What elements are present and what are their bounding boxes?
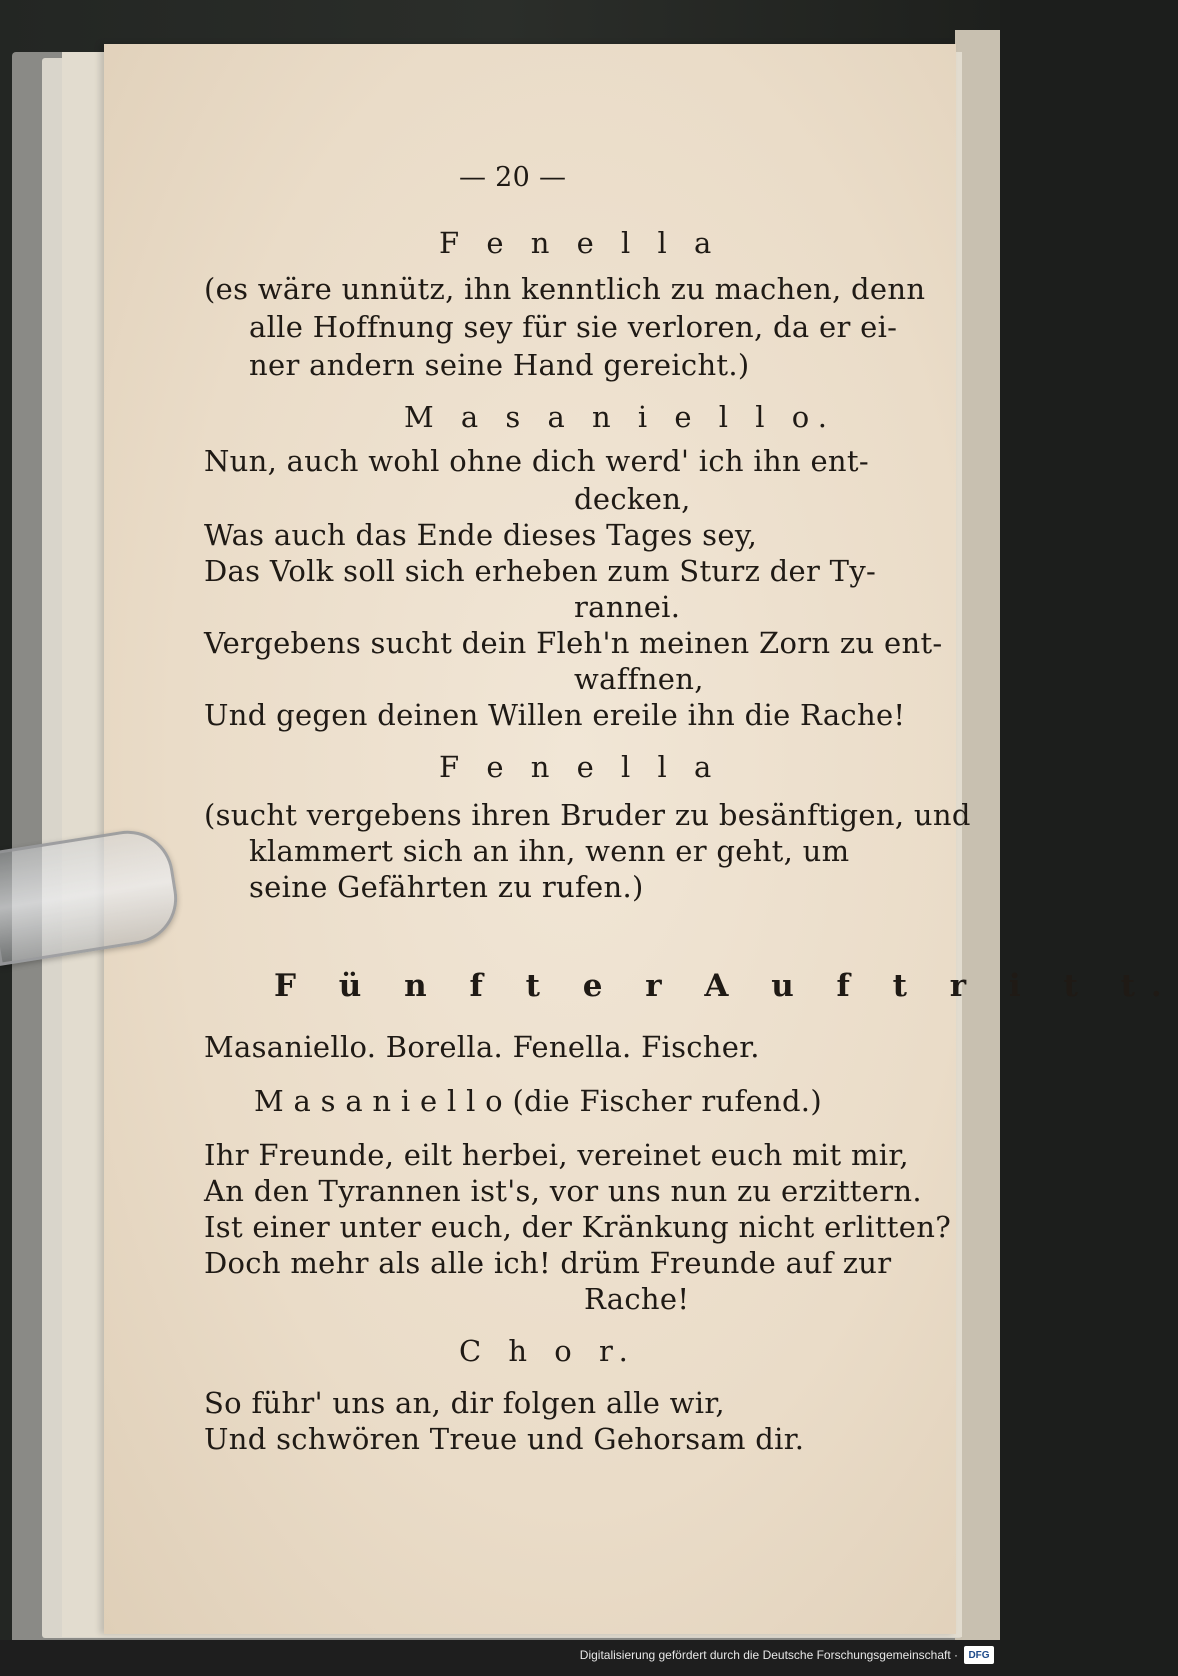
text-line: Masaniello. Borella. Fenella. Fischer. — [204, 1030, 760, 1064]
text-line: M a s a n i e l l o. — [404, 400, 836, 434]
text-line: Was auch das Ende dieses Tages sey, — [204, 518, 758, 552]
text-line: rannei. — [574, 590, 681, 624]
text-line: Vergebens sucht dein Fleh'n meinen Zorn zu ent- — [204, 626, 943, 660]
text-line: alle Hoffnung sey für sie verloren, da er ei- — [249, 310, 898, 344]
text-line: Ihr Freunde, eilt herbei, vereinet euch mit mir, — [204, 1138, 909, 1172]
text-line: decken, — [574, 482, 691, 516]
text-line: seine Gefährten zu rufen.) — [249, 870, 644, 904]
text-line: C h o r. — [459, 1334, 637, 1368]
text-line: Das Volk soll sich erheben zum Sturz der Ty- — [204, 554, 877, 588]
text-line: Und schwören Treue und Gehorsam dir. — [204, 1422, 805, 1456]
text-line: Doch mehr als alle ich! drüm Freunde auf zur — [204, 1246, 892, 1280]
text-line: Und gegen deinen Willen ereile ihn die Rache! — [204, 698, 906, 732]
text-line: An den Tyrannen ist's, vor uns nun zu erzittern. — [204, 1174, 922, 1208]
text-line: Rache! — [584, 1282, 690, 1316]
dfg-logo: DFG — [964, 1646, 994, 1664]
page-number: — 20 — — [459, 162, 567, 193]
footer-bar — [0, 1640, 1000, 1676]
footer-credit: Digitalisierung gefördert durch die Deutsche Forschungsgemeinschaft · — [579, 1648, 958, 1662]
text-line: ner andern seine Hand gereicht.) — [249, 348, 750, 382]
text-line: klammert sich an ihn, wenn er geht, um — [249, 834, 850, 868]
text-line: F ü n f t e r A u f t r i t t. — [274, 968, 1178, 1004]
text-line: (sucht vergebens ihren Bruder zu besänftigen, und — [204, 798, 971, 832]
text-line: (es wäre unnütz, ihn kenntlich zu machen, denn — [204, 272, 926, 306]
text-line: Ist einer unter euch, der Kränkung nicht erlitten? — [204, 1210, 952, 1244]
text-line: So führ' uns an, dir folgen alle wir, — [204, 1386, 725, 1420]
text-line: Nun, auch wohl ohne dich werd' ich ihn ent- — [204, 444, 869, 478]
text-line: waffnen, — [574, 662, 704, 696]
text-line: F e n e l l a — [439, 226, 721, 260]
text-line: F e n e l l a — [439, 750, 721, 784]
book-page — [104, 44, 1178, 1634]
text-line: M a s a n i e l l o (die Fischer rufend.) — [254, 1084, 822, 1118]
